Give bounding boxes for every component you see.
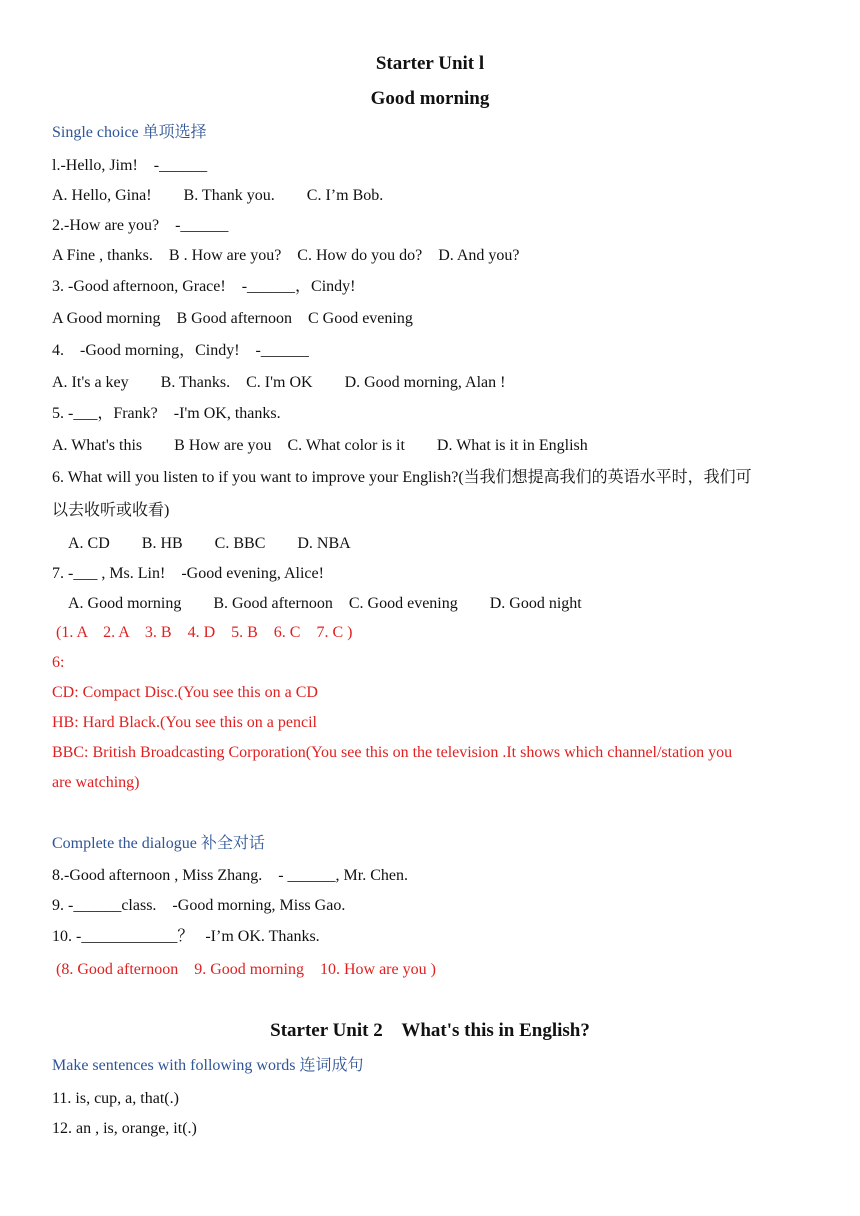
question-7: 7. -___ , Ms. Lin! -Good evening, Alice!: [52, 565, 324, 582]
question-6-options: A. CD B. HB C. BBC D. NBA: [68, 535, 351, 552]
question-8: 8.-Good afternoon , Miss Zhang. - ______, Mr. Chen.: [52, 867, 408, 884]
note-hb: HB: Hard Black.(You see this on a pencil: [52, 714, 317, 731]
note-6: 6:: [52, 654, 65, 671]
question-9: 9. -______class. -Good morning, Miss Gao.: [52, 897, 346, 914]
question-3-options: A Good morning B Good afternoon C Good evening: [52, 310, 413, 327]
note-bbc-line-2: are watching): [52, 774, 140, 791]
question-11: 11. is, cup, a, that(.): [52, 1090, 179, 1107]
answers-1-7: (1. A 2. A 3. B 4. D 5. B 6. C 7. C ): [52, 624, 353, 641]
answers-8-10: (8. Good afternoon 9. Good morning 10. How are you ): [52, 961, 436, 978]
question-5-options: A. What's this B How are you C. What color is it D. What is it in English: [52, 437, 588, 454]
unit1-title: Starter Unit l: [375, 53, 485, 74]
question-2: 2.-How are you? -______: [52, 217, 229, 234]
question-1: l.-Hello, Jim! -______: [52, 157, 208, 174]
unit2-title: Starter Unit 2 What's this in English?: [270, 1020, 590, 1041]
question-6-line-2: 以去收听或收看): [52, 502, 170, 519]
question-12: 12. an , is, orange, it(.): [52, 1120, 197, 1137]
section-complete-dialogue: Complete the dialogue 补全对话: [52, 835, 265, 852]
question-6-line-1: 6. What will you listen to if you want to improve your English?(当我们想提高我们的英语水平时，我们可: [52, 469, 752, 486]
question-1-options: A. Hello, Gina! B. Thank you. C. I’m Bob.: [52, 187, 384, 204]
question-4-options: A. It's a key B. Thanks. C. I'm OK D. Good morning, Alan !: [52, 374, 506, 391]
unit1-subtitle: Good morning: [370, 88, 490, 109]
question-10: 10. -____________？ -I’m OK. Thanks.: [52, 928, 320, 945]
question-4: 4. -Good morning，Cindy! -______: [52, 342, 309, 359]
section-make-sentences: Make sentences with following words 连词成句: [52, 1057, 364, 1074]
question-3: 3. -Good afternoon, Grace! -______，Cindy!: [52, 278, 356, 295]
question-7-options: A. Good morning B. Good afternoon C. Good evening D. Good night: [68, 595, 582, 612]
note-bbc-line-1: BBC: British Broadcasting Corporation(You see this on the television .It shows which channel/station you: [52, 744, 733, 761]
note-cd: CD: Compact Disc.(You see this on a CD: [52, 684, 318, 701]
question-5: 5. -___，Frank? -I'm OK, thanks.: [52, 405, 281, 422]
question-2-options: A Fine , thanks. B . How are you? C. How do you do? D. And you?: [52, 247, 520, 264]
section-single-choice: Single choice 单项选择: [52, 124, 207, 141]
